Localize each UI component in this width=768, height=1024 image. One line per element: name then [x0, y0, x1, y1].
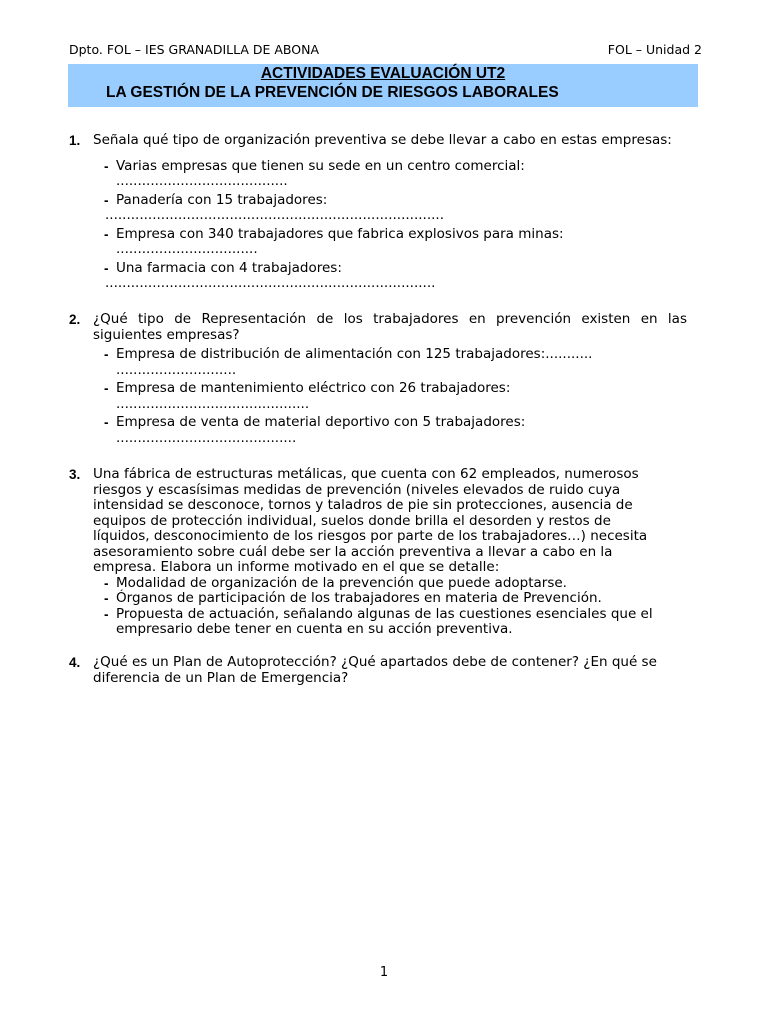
list-item-text: Propuesta de actuación, señalando algunas de las cuestiones esenciales que el [116, 605, 653, 622]
list-item [104, 414, 689, 446]
question-1 [69, 133, 689, 292]
answer-dots: ............................................................................... [105, 208, 445, 223]
list-item-text: Empresa de distribución de alimentación con 125 trabajadores:........... [116, 346, 593, 362]
list-item [104, 605, 689, 638]
answer-dots: ........................................ [116, 174, 288, 189]
text-line: Una fábrica de estructuras metálicas, que cuenta con 62 empleados, numerosos [93, 466, 639, 482]
text-line: intensidad se desconoce, tornos y taladros de pie sin protecciones, ausencia de [93, 497, 633, 513]
list-item-text: Panadería con 15 trabajadores: [116, 191, 328, 208]
list-item [104, 574, 689, 592]
list-item [104, 380, 689, 412]
bullet-dash: - [104, 381, 109, 396]
list-item-text: Modalidad de organización de la prevención que puede adoptarse. [116, 574, 567, 591]
list-item [104, 225, 689, 258]
question-number: 3. [69, 467, 81, 482]
text-line: riesgos y escasísimas medidas de prevención (niveles elevados de ruido cuya [93, 481, 621, 498]
question-2 [69, 312, 689, 446]
question-number: 2. [69, 312, 81, 327]
list-item [104, 157, 689, 190]
list-item [104, 259, 689, 292]
question-text [93, 467, 689, 576]
text-line: ¿Qué es un Plan de Autoprotección? ¿Qué apartados debe de contener? ¿En qué se [93, 654, 657, 670]
answer-dots: ................................. [116, 242, 258, 257]
list-item-text: Empresa con 340 trabajadores que fabrica explosivos para minas: [116, 225, 564, 242]
list-item-text: Órganos de participación de los trabajadores en materia de Prevención. [116, 590, 602, 606]
list-item [104, 346, 689, 378]
question-number: 1. [69, 133, 81, 148]
answer-dots: ............................ [116, 362, 237, 378]
text-line: empresa. Elabora un informe motivado en el que se detalle: [93, 559, 500, 575]
answer-dots: .......................................... [116, 430, 297, 446]
text-line: asesoramiento sobre cuál debe ser la acción preventiva a llevar a cabo en la [93, 543, 613, 560]
list-item [104, 191, 689, 224]
bullet-dash: - [104, 575, 109, 591]
text-line: líquidos, desconocimiento de los riesgos por parte de los trabajadores…) necesita [93, 528, 648, 544]
list-item [104, 590, 689, 607]
list-item-text: Empresa de venta de material deportivo con 5 trabajadores: [116, 414, 526, 430]
bullet-dash: - [104, 415, 109, 430]
question-text [93, 655, 689, 686]
question-4 [69, 655, 689, 686]
bullet-dash: - [104, 226, 109, 242]
title-line-2: LA GESTIÓN DE LA PREVENCIÓN DE RIESGOS LABORALES [106, 84, 559, 101]
text-line: equipos de protección individual, suelos donde brilla el desorden y restos de [93, 512, 611, 529]
bullet-dash: - [104, 347, 109, 362]
question-text: ¿Qué tipo de Representación de los trabajadores en prevención existen en las siguientes empresas? [93, 311, 687, 343]
header-department: Dpto. FOL – IES GRANADILLA DE ABONA [69, 42, 320, 57]
bullet-dash: - [104, 260, 109, 276]
question-text: Señala qué tipo de organización preventiva se debe llevar a cabo en estas empresas: [93, 132, 672, 148]
answer-dots: ............................................. [116, 396, 310, 412]
header-unit: FOL – Unidad 2 [607, 42, 702, 57]
answer-dots: ............................................................................. [105, 276, 436, 291]
title-line-1: ACTIVIDADES EVALUACIÓN UT2 [260, 65, 506, 82]
title-banner [68, 64, 698, 107]
bullet-dash: - [104, 606, 109, 622]
list-item-text: empresario debe tener en cuenta en su acción preventiva. [116, 621, 513, 637]
list-item-text: Una farmacia con 4 trabajadores: [116, 259, 342, 276]
question-3 [69, 467, 689, 638]
page-number: 1 [379, 965, 389, 980]
list-item-text: Empresa de mantenimiento eléctrico con 26 trabajadores: [116, 380, 511, 396]
bullet-dash: - [104, 591, 109, 606]
text-line: diferencia de un Plan de Emergencia? [93, 669, 349, 686]
bullet-dash: - [104, 192, 109, 208]
bullet-dash: - [104, 158, 109, 174]
question-number: 4. [69, 655, 81, 670]
list-item-text: Varias empresas que tienen su sede en un centro comercial: [116, 157, 525, 174]
